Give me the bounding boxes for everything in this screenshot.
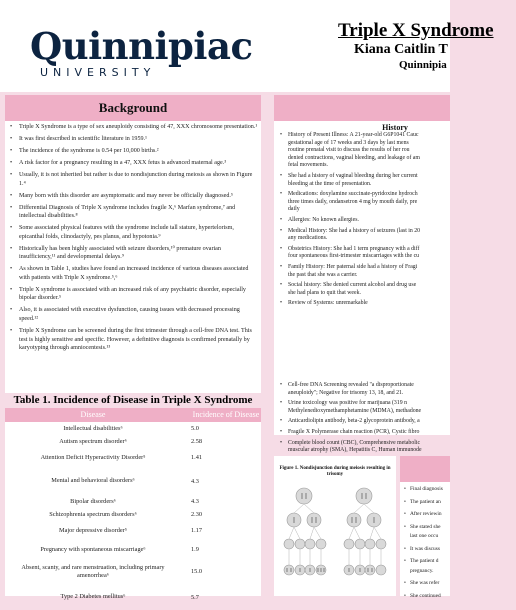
list-item: • As shown in Table 1, studies have found an increased incidence of various diseases associated with patients with Triple X syndrome.⁵,⁶	[10, 265, 258, 282]
university-logo-subtitle: UNIVERSITY	[40, 66, 156, 79]
list-item: • Also, it is associated with executive dysfunction, causing issues with decreased processing speed.¹²	[10, 306, 258, 323]
parent-cell-left	[296, 488, 312, 504]
list-item: routine prenatal visit to discuss the results of her rou	[288, 147, 410, 154]
table-cell-disease: Mental and behavioral disorders⁶	[51, 477, 135, 485]
table-header-disease: Disease	[80, 410, 106, 419]
list-item: • Anticardiolipin antibody, beta-2 glycoprotein antibody, a	[280, 418, 450, 426]
list-item: • She had a history of vaginal bleeding during her current	[280, 173, 450, 181]
list-item: • Differential Diagnosis of Triple X syndrome includes fragile X,⁶ Marfan syndrome,⁷ and intellectual disabilities.⁸	[10, 204, 258, 221]
table-cell-disease: Schizophrenia spectrum disorders⁶	[49, 510, 137, 518]
list-item: • Fragile X Polymerase chain reaction (PCR), Cystic fibro	[280, 429, 450, 437]
list-item: • Some associated physical features with the syndrome include tall stature, hypertelorism, epicanthal folds, clinodactyly, pes planus, and hypotonia.⁹	[10, 224, 258, 241]
list-item: bleeding at the time of presentation.	[288, 180, 372, 187]
list-item: • Final diagnosis	[404, 486, 450, 493]
table-cell-disease: Pregnancy with spontaneous miscarriage⁶	[40, 545, 146, 553]
list-item: pregnancy.	[410, 567, 434, 574]
table-row	[5, 508, 261, 521]
list-item: • It was first described in scientific literature in 1959.¹	[10, 135, 258, 144]
list-item: muscular atrophy (SMA), Hepatitis C, Human immunode	[288, 447, 422, 454]
table-header-incidence: Incidence of Disease	[192, 410, 260, 419]
list-item: last one occu	[410, 533, 439, 539]
background-heading: Background	[5, 95, 261, 121]
list-item: • History of Present Illness: A 21-year-old G6P1041 Cauc	[280, 132, 450, 140]
table-row	[5, 495, 261, 508]
list-item: Methylenedioxymethamphetamine (MDMA), methadone	[288, 407, 422, 414]
list-item: • She stated she	[404, 524, 450, 531]
table-row	[5, 448, 261, 467]
table-cell-incidence: 1.41	[191, 454, 203, 461]
table-cell-disease: Major depressive disorder⁵	[59, 526, 127, 534]
table-cell-incidence: 1.9	[191, 546, 199, 553]
history-heading: History	[382, 123, 408, 132]
list-item: • Social history: She denied current alcohol and drug use	[280, 282, 450, 290]
table-cell-incidence: 4.3	[191, 477, 199, 485]
list-item: • She was refer	[404, 580, 450, 587]
author-affiliation: Quinnipia	[399, 59, 447, 71]
poster-title: Triple X Syndrome	[338, 20, 494, 41]
list-item: fetal movements.	[288, 162, 328, 169]
list-item: • Usually, it is not inherited but rather is due to nondisjunction during meiosis as shown in Figure 1.⁴	[10, 171, 258, 188]
table-header-row	[5, 408, 261, 422]
list-item: • Allergies: No known allergies.	[280, 217, 450, 225]
case-presentation-heading-band	[274, 95, 450, 121]
list-item: • Obstetrics History: She had 1 term pregnancy with a diff	[280, 246, 450, 254]
parent-cell-right	[356, 488, 372, 504]
list-item: • Triple X syndrome is associated with an increased risk of any psychiatric disorder, especially bipolar disorder.⁵	[10, 286, 258, 303]
list-item: four spontaneous first-trimester miscarriages with the cu	[288, 253, 420, 260]
list-item: • The incidence of the syndrome is 0.54 per 10,000 births.²	[10, 147, 258, 156]
table-cell-incidence: 4.3	[191, 498, 199, 505]
list-item: • It was discuss	[404, 546, 450, 553]
author-name: Kiana Caitlin T	[354, 42, 448, 57]
list-item: • Complete blood count (CBC), Comprehensive metabolic	[280, 440, 450, 448]
labs-list	[280, 382, 450, 458]
table-cell-disease: Bipolar disorders⁶	[70, 497, 116, 505]
table-row	[5, 435, 261, 448]
list-item: • Urine toxicology was positive for marijuana (319 n	[280, 400, 450, 408]
table-cell-incidence: 2.58	[191, 438, 203, 445]
list-item: • Historically has been highly associated with seizure disorders,¹⁰ premature ovarian insufficiency,¹¹ and developmental delays.⁹	[10, 245, 258, 262]
list-item: • The patient an	[404, 499, 450, 506]
table-row	[5, 521, 261, 540]
list-item: • Review of Systems: unremarkable	[280, 300, 450, 308]
list-item: • Triple X Syndrome can be screened during the first trimester through a cell-free DNA test. This test is highly sensitive and specific. However, a definitive diagnosis is confirmed prenatally by karyotyping through amniocentesis.¹³	[10, 327, 258, 353]
nondisjunction-diagram	[282, 484, 388, 590]
list-item: • A risk factor for a pregnancy resulting in a 47, XXX fetus is advanced maternal age.³	[10, 159, 258, 168]
discussion-heading-band	[400, 456, 450, 482]
list-item: • The patient d	[404, 558, 450, 565]
table-cell-incidence: 15.0	[191, 568, 203, 575]
table-cell-disease: Autism spectrum disorder⁶	[59, 437, 127, 445]
table-cell-incidence: 5.7	[191, 593, 199, 601]
table-cell-disease: Type 2 Diabetes mellitus⁶	[60, 593, 126, 601]
list-item: • After reviewin	[404, 511, 450, 518]
table-row	[5, 540, 261, 559]
table-cell-incidence: 5.0	[191, 425, 199, 432]
list-item: any medications.	[288, 235, 328, 242]
table-cell-incidence: 2.30	[191, 511, 203, 518]
figure-caption: Figure 1. Nondisjunction during meiosis resulting in trisomy	[279, 466, 391, 477]
university-logo-wordmark: Quinnipiac	[30, 24, 253, 68]
table-cell-incidence: 1.17	[191, 527, 203, 534]
list-item: • Family History: Her paternal side had a history of Fragi	[280, 264, 450, 272]
list-item: • She continued	[404, 593, 450, 600]
table-cell-disease: Attention Deficit Hyperactivity Disorder⁵	[40, 453, 146, 461]
incidence-table	[5, 408, 261, 601]
list-item: • Many born with this disorder are asymptomatic and may never be officially diagnosed.⁵	[10, 192, 258, 201]
table-row	[5, 467, 261, 495]
list-item: gestational age of 17 weeks and 3 days by last mens	[288, 139, 409, 146]
list-item: the past that she was a carrier.	[288, 271, 358, 278]
list-item: • Cell-free DNA Screening revealed "a disproportionate	[280, 382, 450, 390]
table-body	[5, 422, 261, 610]
poster-header	[0, 0, 494, 92]
list-item: three times daily, ondansetron 4 mg by mouth daily, pre	[288, 198, 418, 205]
background-list	[10, 123, 258, 356]
list-item: • Medications: doxylamine succinate-pyridoxine hydroch	[280, 191, 450, 199]
list-item: daily	[288, 206, 300, 213]
discussion-list	[404, 486, 450, 605]
table-row	[5, 422, 261, 435]
list-item: denied contractions, vaginal bleeding, and leakage of am	[288, 154, 420, 161]
table-cell-disease: Absent, scanty, and rare menstruation, including primary amenorrhea⁶	[21, 563, 165, 579]
list-item: • Triple X Syndrome is a type of sex aneuploidy consisting of 47, XXX chromosome presentation.¹	[10, 123, 258, 132]
table-row	[5, 559, 261, 584]
history-list	[280, 132, 450, 311]
list-item: she had plans to quit that week.	[288, 289, 361, 296]
table-title: Table 1. Incidence of Disease in Triple X Syndrome	[13, 394, 253, 406]
table-row	[5, 584, 261, 610]
list-item: aneuploidy"; Negative for trisomy 13, 18, and 21.	[288, 389, 404, 396]
table-cell-disease: Intellectual disabilities⁶	[63, 424, 123, 432]
list-item: • Medical History: She had a history of seizures (last in 20	[280, 228, 450, 236]
